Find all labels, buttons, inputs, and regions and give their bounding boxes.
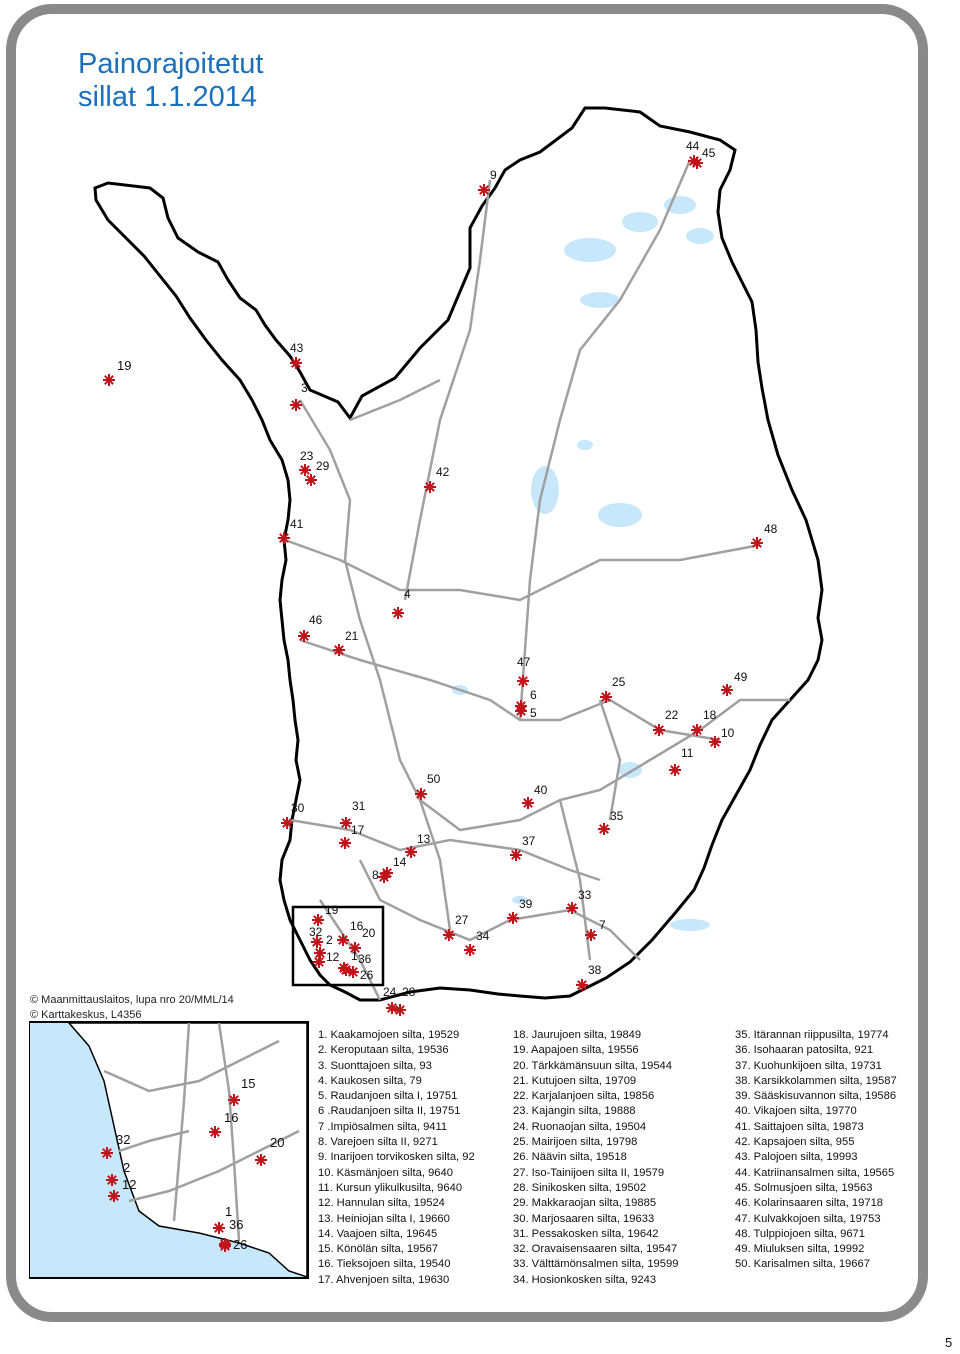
title-line-2: sillat 1.1.2014	[78, 81, 257, 113]
bridge-number-label: 43	[290, 341, 304, 355]
inset-bridge-number-label: 2	[123, 1160, 131, 1175]
bridge-marker-icon[interactable]	[653, 724, 665, 736]
bridge-number-label: 4	[404, 587, 411, 601]
bridge-marker-icon[interactable]	[333, 644, 345, 656]
inset-bridge-number-label: 36	[229, 1217, 244, 1232]
bridge-number-label: 44	[686, 139, 700, 153]
legend-entry: 29. Makkaraojan silta, 19885	[513, 1197, 657, 1210]
copyright-notice	[30, 993, 234, 1023]
legend-entry: 42. Kapsajoen silta, 955	[735, 1136, 855, 1149]
legend-entry: 21. Kutujoen silta, 19709	[513, 1074, 637, 1087]
bridge-marker-icon[interactable]	[478, 184, 490, 196]
bridge-marker-icon[interactable]	[347, 966, 359, 978]
bridge-marker-icon[interactable]	[298, 630, 310, 642]
bridge-number-label: 16	[350, 919, 364, 933]
bridge-number-label: 21	[345, 629, 359, 643]
legend-entry: 43. Palojoen silta, 19993	[735, 1151, 858, 1164]
copyright-line-2: © Karttakeskus, L4356	[30, 1009, 142, 1021]
bridge-number-label: 32	[309, 925, 323, 939]
legend-entry: 45. Solmusjoen silta, 19563	[735, 1181, 873, 1194]
legend-entry: 34. Hosionkosken silta, 9243	[513, 1273, 657, 1286]
bridge-marker-icon[interactable]	[337, 934, 349, 946]
legend-column-2	[513, 1028, 678, 1288]
inset-bridge-marker-icon[interactable]	[103, 374, 115, 386]
bridge-number-label: 48	[764, 522, 778, 536]
legend-entry: 13. Heiniojan silta I, 19660	[318, 1212, 450, 1225]
bridge-marker-icon[interactable]	[305, 474, 317, 486]
legend-entry: 8. Varejoen silta II, 9271	[318, 1136, 438, 1149]
legend-entry: 26. Näävin silta, 19518	[513, 1151, 627, 1164]
bridge-number-label: 34	[476, 929, 490, 943]
legend-entry: 14. Vaajoen silta, 19645	[318, 1227, 438, 1240]
bridge-number-label: 37	[522, 834, 536, 848]
bridge-marker-icon[interactable]	[510, 849, 522, 861]
legend-entry: 25. Mairijoen silta, 19798	[513, 1136, 638, 1149]
bridge-number-label: 50	[427, 772, 441, 786]
legend-entry: 35. Itärannan riippusilta, 19774	[735, 1029, 889, 1041]
bridge-marker-icon[interactable]	[378, 871, 390, 883]
bridge-marker-icon[interactable]	[464, 944, 476, 956]
bridge-marker-icon[interactable]	[415, 788, 427, 800]
bridge-number-label: 12	[326, 950, 340, 964]
bridge-number-label: 14	[393, 855, 407, 869]
bridge-marker-icon[interactable]	[443, 929, 455, 941]
bridge-marker-icon[interactable]	[709, 736, 721, 748]
bridge-number-label: 41	[290, 517, 304, 531]
bridge-number-label: 35	[610, 809, 624, 823]
bridge-number-label: 2	[326, 933, 333, 947]
legend-entry: 22. Karjalanjoen silta, 19856	[513, 1090, 655, 1103]
bridge-marker-icon[interactable]	[424, 481, 436, 493]
bridge-number-label: 23	[300, 449, 314, 463]
bridge-marker-icon[interactable]	[507, 912, 519, 924]
legend-entry: 18. Jaurujoen silta, 19849	[513, 1029, 642, 1041]
legend-entry: 44. Katriinansalmen silta, 19565	[735, 1166, 895, 1179]
legend-column-3	[735, 1028, 897, 1273]
legend-entry: 7 .Impiösalmen silta, 9411	[318, 1120, 448, 1133]
legend-entry: 24. Ruonaojan silta, 19504	[513, 1120, 647, 1133]
bridge-number-label: 26	[360, 968, 374, 982]
legend-entry: 39. Sääskisuvannon silta, 19586	[735, 1090, 897, 1103]
legend-entry: 9. Inarijoen torvikosken silta, 92	[318, 1151, 475, 1164]
legend-entry: 31. Pessakosken silta, 19642	[513, 1227, 659, 1240]
legend-entry: 28. Sinikosken silta, 19502	[513, 1181, 647, 1194]
legend-column-1	[318, 1028, 475, 1288]
bridge-marker-icon[interactable]	[566, 902, 578, 914]
inset-bridge-number-label: 19	[117, 358, 132, 373]
bridge-number-label: 29	[316, 459, 330, 473]
bridge-number-label: 24	[383, 985, 397, 999]
inset-coastline	[30, 1023, 307, 1277]
inset-bridge-number-label: 26	[233, 1237, 248, 1252]
legend-entry: 1. Kaakamojoen silta, 19529	[318, 1029, 460, 1041]
legend-entry: 46. Kolarinsaaren silta, 19718	[735, 1197, 884, 1210]
legend-entry: 15. Könölän silta, 19567	[318, 1243, 439, 1256]
bridge-number-label: 18	[703, 708, 717, 722]
bridge-number-label: 22	[665, 708, 679, 722]
bridge-marker-icon[interactable]	[392, 607, 404, 619]
bridge-number-label: 25	[612, 675, 626, 689]
bridge-marker-icon[interactable]	[299, 464, 311, 476]
legend-entry: 40. Vikajoen silta, 19770	[735, 1105, 857, 1118]
inset-bridge-number-label: 32	[116, 1132, 131, 1147]
legend-entry: 23. Kajangin silta, 19888	[513, 1105, 636, 1118]
inset-bridge-number-label: 16	[224, 1110, 239, 1125]
bridge-marker-icon[interactable]	[522, 797, 534, 809]
bridge-marker-icon[interactable]	[585, 929, 597, 941]
bridge-marker-icon[interactable]	[394, 1004, 406, 1016]
bridge-number-label: 1	[351, 949, 358, 963]
legend-entry: 36. Isohaaran patosilta, 921	[735, 1044, 874, 1057]
bridge-marker-icon[interactable]	[576, 979, 588, 991]
page-number: 5	[945, 1335, 953, 1350]
bridge-marker-icon[interactable]	[281, 817, 293, 829]
bridge-marker-icon[interactable]	[669, 764, 681, 776]
bridge-number-label: 31	[352, 799, 366, 813]
inset-bridge-marker-icon[interactable]	[101, 1147, 113, 1159]
bridge-marker-icon[interactable]	[405, 846, 417, 858]
bridge-marker-icon[interactable]	[721, 684, 733, 696]
bridge-marker-icon[interactable]	[600, 691, 612, 703]
bridge-number-label: 47	[517, 655, 531, 669]
inset-bridge-marker-icon[interactable]	[209, 1126, 221, 1138]
legend-entry: 48. Tulppiojoen silta, 9671	[735, 1227, 865, 1240]
bridge-number-label: 46	[309, 613, 323, 627]
inset-bridge-number-label: 12	[122, 1177, 137, 1192]
legend-entry: 11. Kursun ylikulkusilta, 9640	[318, 1181, 463, 1194]
bridge-marker-icon[interactable]	[517, 675, 529, 687]
bridge-number-label: 36	[358, 952, 372, 966]
bridge-number-label: 49	[734, 670, 748, 684]
legend-entry: 20. Tärkkämänsuun silta, 19544	[513, 1059, 673, 1072]
legend-entry: 16. Tieksojoen silta, 19540	[318, 1258, 451, 1271]
legend-entry: 37. Kuohunkijoen silta, 19731	[735, 1059, 882, 1072]
bridge-number-label: 13	[417, 832, 431, 846]
bridge-number-label: 19	[325, 903, 339, 917]
bridge-marker-icon[interactable]	[313, 956, 325, 968]
bridge-number-label: 10	[721, 726, 735, 740]
bridge-number-label: 11	[681, 746, 694, 760]
inset-bridge-marker-icon[interactable]	[213, 1222, 225, 1234]
bridge-number-label: 45	[702, 146, 716, 160]
bridge-number-label: 42	[436, 465, 450, 479]
bridge-number-label: 20	[362, 926, 376, 940]
bridge-marker-icon[interactable]	[386, 1002, 398, 1014]
bridge-marker-icon[interactable]	[339, 837, 351, 849]
bridge-number-label: 30	[291, 801, 305, 815]
bridge-marker-icon[interactable]	[290, 399, 302, 411]
legend-entry: 19. Aapajoen silta, 19556	[513, 1044, 639, 1057]
legend-entry: 49. Miuluksen silta, 19992	[735, 1243, 865, 1256]
title-line-1: Painorajoitetut	[78, 48, 264, 80]
inset-bridge-marker-icon[interactable]	[255, 1154, 267, 1166]
bridge-number-label: 40	[534, 783, 548, 797]
inset-bridge-marker-icon[interactable]	[106, 1174, 118, 1186]
legend-entry: 2. Keroputaan silta, 19536	[318, 1044, 449, 1057]
legend-entry: 27. Iso-Tainijoen silta II, 19579	[513, 1166, 665, 1179]
legend-entry: 32. Oravaisensaaren silta, 19547	[513, 1243, 678, 1256]
bridge-number-label: 6	[530, 688, 537, 702]
bridge-marker-icon[interactable]	[691, 724, 703, 736]
bridge-marker-icon[interactable]	[290, 357, 302, 369]
bridge-number-label: 33	[578, 888, 592, 902]
inset-bridge-number-label: 20	[270, 1135, 285, 1150]
inset-bridge-number-label: 15	[241, 1076, 256, 1091]
inset-bridge-marker-icon[interactable]	[108, 1190, 120, 1202]
bridge-marker-icon[interactable]	[515, 705, 527, 717]
bridge-number-label: 3	[301, 381, 308, 395]
legend-entry: 4. Kaukosen silta, 79	[318, 1074, 422, 1087]
inset-bridge-marker-icon[interactable]	[228, 1094, 240, 1106]
bridge-number-label: 39	[519, 897, 533, 911]
legend-entry: 33. Välttämönsalmen silta, 19599	[513, 1258, 679, 1271]
bridge-marker-icon[interactable]	[751, 537, 763, 549]
legend-entry: 41. Saittajoen silta, 19873	[735, 1120, 864, 1133]
bridge-number-label: 5	[530, 706, 537, 720]
legend-entry: 5. Raudanjoen silta I, 19751	[318, 1090, 458, 1103]
bridge-number-label: 8	[372, 868, 379, 882]
bridge-number-label: 28	[402, 985, 416, 999]
legend-entry: 30. Marjosaaren silta, 19633	[513, 1212, 655, 1225]
bridge-number-label: 7	[599, 918, 606, 932]
bridge-marker-icon[interactable]	[278, 532, 290, 544]
legend-entry: 17. Ahvenjoen silta, 19630	[318, 1273, 450, 1286]
legend-entry: 50. Karisalmen silta, 19667	[735, 1258, 870, 1271]
legend-entry: 38. Karsikkolammen silta, 19587	[735, 1074, 897, 1087]
legend-entry: 3. Suonttajoen silta, 93	[318, 1059, 432, 1072]
inset-bridge-number-label: 1	[225, 1204, 233, 1219]
legend-entry: 12. Hannulan silta, 19524	[318, 1197, 445, 1210]
bridge-number-label: 27	[455, 913, 469, 927]
bridge-number-label: 17	[351, 823, 365, 837]
legend-entry: 47. Kulvakkojoen silta, 19753	[735, 1212, 881, 1225]
bridge-number-label: 9	[490, 168, 497, 182]
legend-entry: 6 .Raudanjoen silta II, 19751	[318, 1105, 461, 1118]
copyright-line-1: © Maanmittauslaitos, lupa nro 20/MML/14	[30, 994, 234, 1006]
bridge-marker-icon[interactable]	[598, 823, 610, 835]
legend-entry: 10. Käsmänjoen silta, 9640	[318, 1166, 453, 1179]
bridge-number-label: 38	[588, 963, 602, 977]
inset-bridge-marker-icon[interactable]	[219, 1240, 231, 1252]
